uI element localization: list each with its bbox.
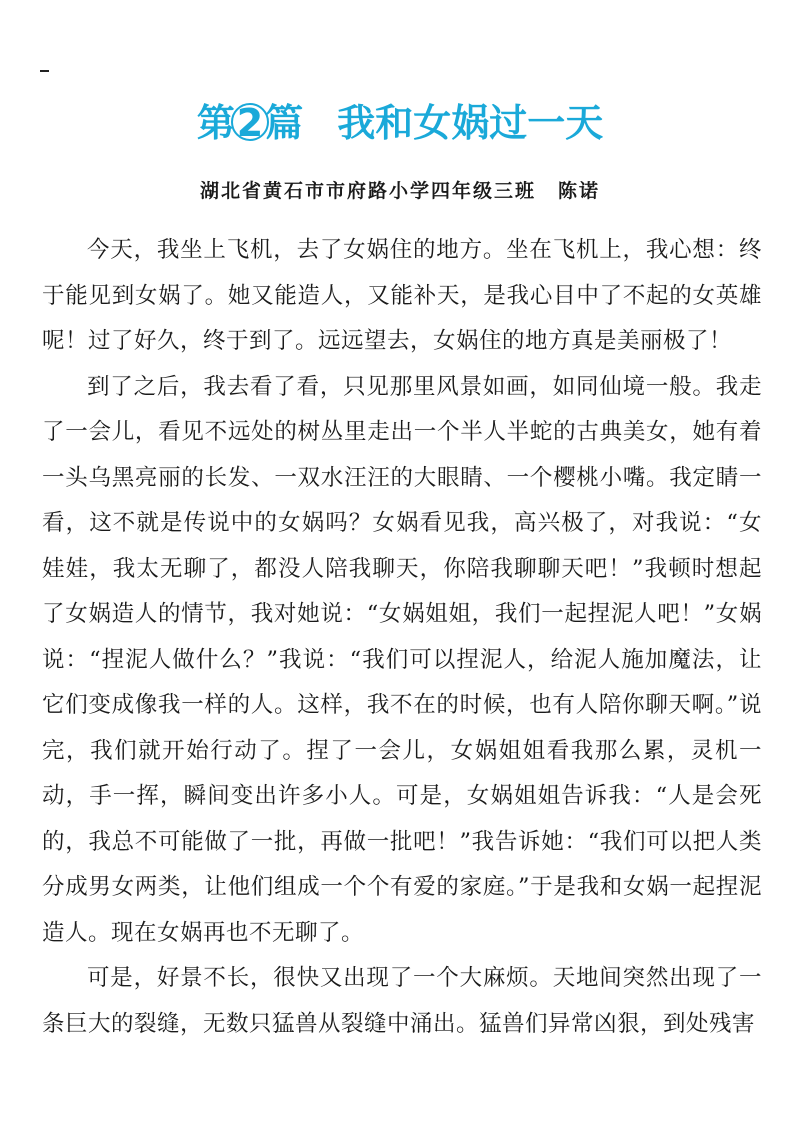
paragraph-3: 可是，好景不长，很快又出现了一个大麻烦。天地间突然出现了一条巨大的裂缝，无数只猛兽从裂缝中涌出。猛兽们异常凶狠，到处残害 — [42, 965, 762, 1037]
title-text: 我和女娲过一天 — [337, 101, 604, 145]
title-number-badge — [237, 101, 263, 145]
author-name: 陈诺 — [558, 180, 601, 202]
author-byline — [0, 176, 800, 203]
article-body — [42, 228, 762, 1047]
title-prefix: 第 — [196, 101, 235, 145]
author-school: 湖北省黄石市市府路小学四年级三班 — [199, 180, 536, 202]
title-number: 2 — [236, 101, 264, 145]
corner-mark — [40, 70, 49, 72]
title-suffix: 篇 — [265, 101, 304, 145]
paragraph-1: 今天，我坐上飞机，去了女娲住的地方。坐在飞机上，我心想：终于能见到女娲了。她又能造人，又能补天，是我心目中了不起的女英雄呢！过了好久，终于到了。远远望去，女娲住的地方真是美丽极了！ — [42, 237, 762, 354]
paragraph-2: 到了之后，我去看了看，只见那里风景如画，如同仙境一般。我走了一会儿，看见不远处的树丛里走出一个半人半蛇的古典美女，她有着一头乌黑亮丽的长发、一双水汪汪的大眼睛、一个樱桃小嘴。我定睛一看，这不就是传说中的女娲吗？女娲看见我，高兴极了，对我说：“女娃娃，我太无聊了，都没人陪我聊天，你陪我聊聊天吧！”我顿时想起了女娲造人的情节，我对她说：“女娲姐姐，我们一起捏泥人吧！”女娲说：“捏泥人做什么？”我说：“我们可以捏泥人，给泥人施加魔法，让它们变成像我一样的人。这样，我不在的时候，也有人陪你聊天啊。”说完，我们就开始行动了。捏了一会儿，女娲姐姐看我那么累，灵机一动，手一挥，瞬间变出许多小人。可是，女娲姐姐告诉我：“人是会死的，我总不可能做了一批，再做一批吧！”我告诉她：“我们可以把人类分成男女两类，让他们组成一个个有爱的家庭。”于是我和女娲一起捏泥造人。现在女娲再也不无聊了。 — [42, 373, 762, 946]
page-title — [0, 92, 800, 147]
